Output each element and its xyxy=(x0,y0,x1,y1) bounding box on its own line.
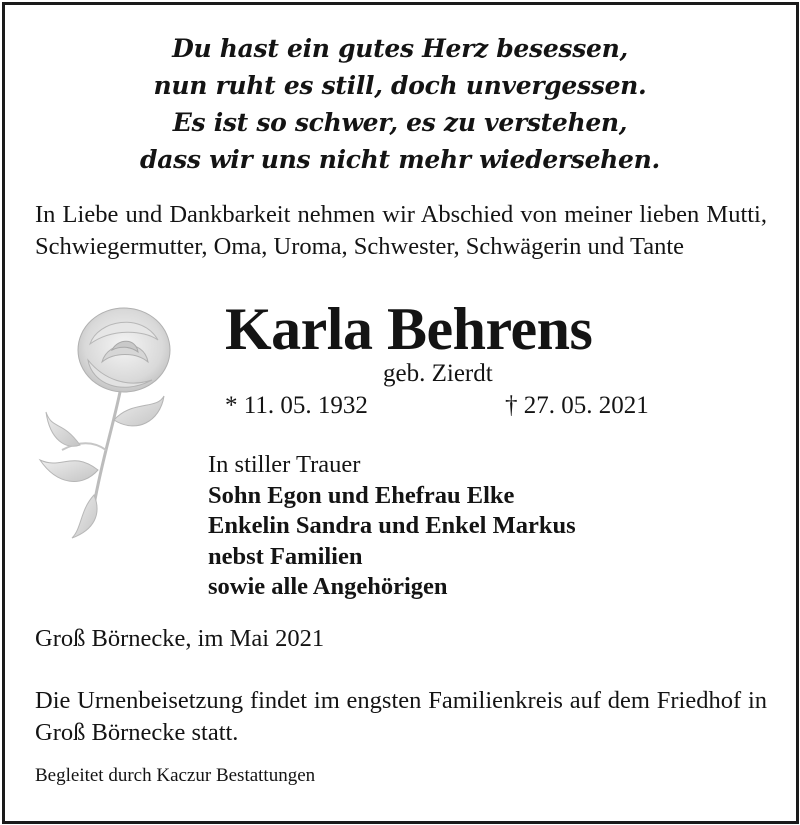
burial-note: Die Urnenbeisetzung findet im engsten Familienkreis auf dem Friedhof in Groß Börnecke statt. xyxy=(35,687,767,746)
place-date: Groß Börnecke, im Mai 2021 xyxy=(35,625,325,652)
farewell-intro: In Liebe und Dankbarkeit nehmen wir Abschied von meiner lieben Mutti, Schwiegermutter, Oma, Uroma, Schwester, Schwägerin und Tante xyxy=(35,201,767,260)
memorial-poem xyxy=(0,30,800,178)
poem-line: dass wir uns nicht mehr wiedersehen. xyxy=(140,145,660,174)
death-date: † 27. 05. 2021 xyxy=(505,392,649,419)
mourner-line: Enkelin Sandra und Enkel Markus xyxy=(208,512,576,539)
mourner-line: sowie alle Angehörigen xyxy=(208,573,448,600)
mourner-line: nebst Familien xyxy=(208,542,363,570)
poem-line: nun ruht es still, doch unvergessen. xyxy=(153,71,647,100)
maiden-name: geb. Zierdt xyxy=(383,360,493,387)
poem-line: Du hast ein gutes Herz besessen, xyxy=(172,34,628,63)
mourners-block xyxy=(208,450,576,603)
rose-image xyxy=(32,300,172,540)
poem-line: Es ist so schwer, es zu verstehen, xyxy=(172,108,628,137)
undertaker-credit: Begleitet durch Kaczur Bestattungen xyxy=(35,765,316,786)
mourners-intro: In stiller Trauer xyxy=(208,451,361,478)
birth-date: * 11. 05. 1932 xyxy=(225,392,368,419)
mourner-line: Sohn Egon und Ehefrau Elke xyxy=(208,481,515,509)
deceased-name: Karla Behrens xyxy=(225,296,593,362)
